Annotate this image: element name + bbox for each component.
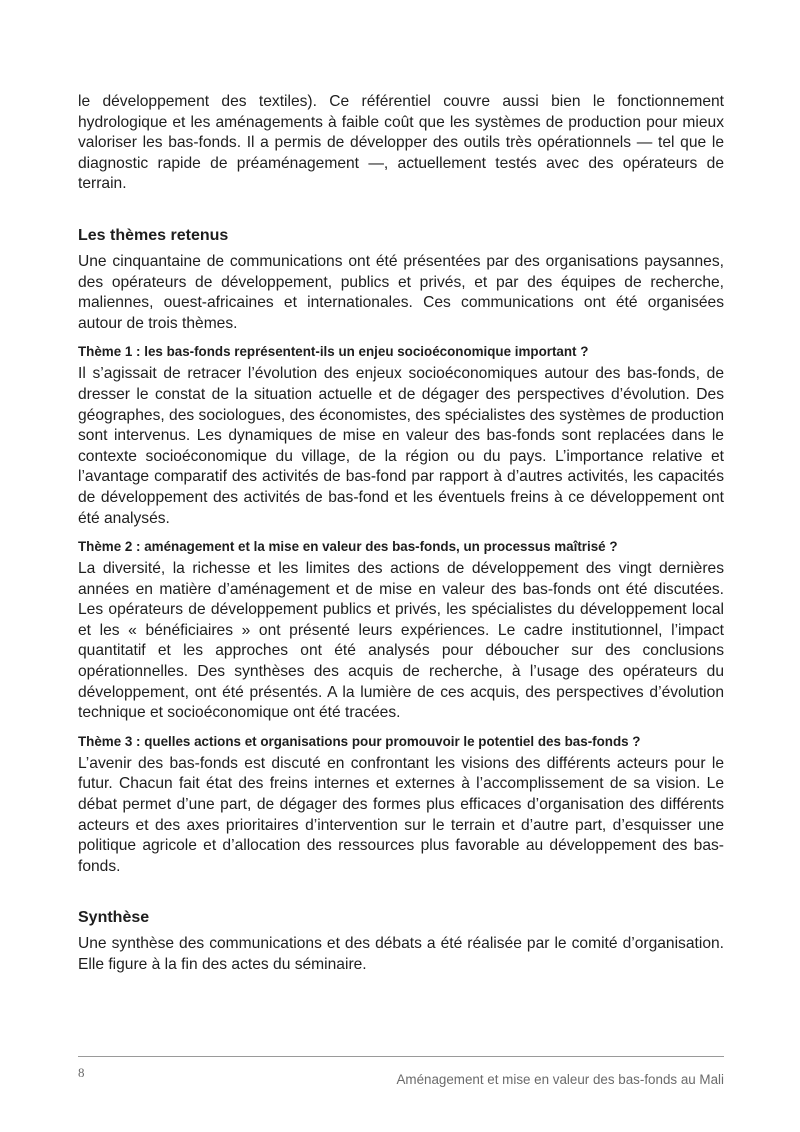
theme-2-body: La diversité, la richesse et les limites des actions de développement des vingt dernières années en matière d’aménagement et de mise en valeur des bas-fonds ont été discutées. Les opérateurs de développement publics et privés, les spécialistes du développement local et les « bénéficiaires » ont présenté leurs expériences. Le cadre institutionnel, l’impact quantitatif et les approches ont été analysés pour déboucher sur des conclusions opérationnelles. Des synthèses des acquis de recherche, à l’usage des opérateurs du développement, ont été présentés. A la lumière de ces acquis, des perspectives d’évolution technique et socioéconomique ont été tracées. [78,560,724,722]
theme-3-title: Thème 3 : quelles actions et organisations pour promouvoir le potentiel des bas-fonds ? [78,733,641,749]
synthese-paragraph: Une synthèse des communications et des débats a été réalisée par le comité d’organisation. Elle figure à la fin des actes du séminaire. [78,935,724,973]
themes-section [78,225,724,877]
theme-3 [78,733,724,878]
synthese-section [78,907,724,975]
theme-1-body: Il s’agissait de retracer l’évolution des enjeux socioéconomiques autour des bas-fonds, de dresser le constat de la situation actuelle et de dégager des perspectives d’évolution. Des géographes, des sociologues, des économistes, des spécialistes des systèmes de production sont intervenus. Les dynamiques de mise en valeur des bas-fonds sont replacées dans le contexte socioéconomique du village, de la région ou du pays. L’importance relative et l’avantage comparatif des activités de bas-fond par rapport à d’autres activités, les capacités de développement des activités de bas-fond et les éventuels freins à ce développement ont été analysés. [78,365,724,527]
theme-3-body: L’avenir des bas-fonds est discuté en confrontant les visions des différents acteurs pour le futur. Chacun fait état des freins internes et externes à l’accomplissement de sa vision. Le débat permet d’une part, de dégager des formes plus efficaces d’organisation des différents acteurs et des axes prioritaires d’intervention sur le terrain et d’autre part, d’esquisser une politique agricole et d’allocation des ressources plus favorable au développement des bas-fonds. [78,754,724,875]
theme-1-title: Thème 1 : les bas-fonds représentent-ils un enjeu socioéconomique important ? [78,344,589,360]
section-heading-themes: Les thèmes retenus [78,226,229,244]
footer-divider [78,1056,724,1057]
theme-2-title: Thème 2 : aménagement et la mise en valeur des bas-fonds, un processus maîtrisé ? [78,539,618,555]
theme-2 [78,538,724,724]
intro-paragraph: le développement des textiles). Ce référentiel couvre aussi bien le fonctionnement hydrologique et les aménagements à faible coût que les systèmes de production pour mieux valoriser les bas-fonds. Il a permis de développer des outils très opérationnels — tel que le diagnostic rapide de préaménagement —, actuellement testés avec des opérateurs de terrain. [78,93,724,193]
themes-intro-paragraph: Une cinquantaine de communications ont été présentées par des organisations paysannes, des opérateurs de développement, publics et privés, et par des équipes de recherche, maliennes, ouest-africaines et internationales. Ces communications ont été organisées autour de trois thèmes. [78,252,724,332]
section-heading-synthese: Synthèse [78,909,150,927]
page-number: 8 [78,1065,85,1080]
running-title: Aménagement et mise en valeur des bas-fonds au Mali [396,1072,724,1087]
theme-1 [78,343,724,529]
page-body [78,92,724,976]
